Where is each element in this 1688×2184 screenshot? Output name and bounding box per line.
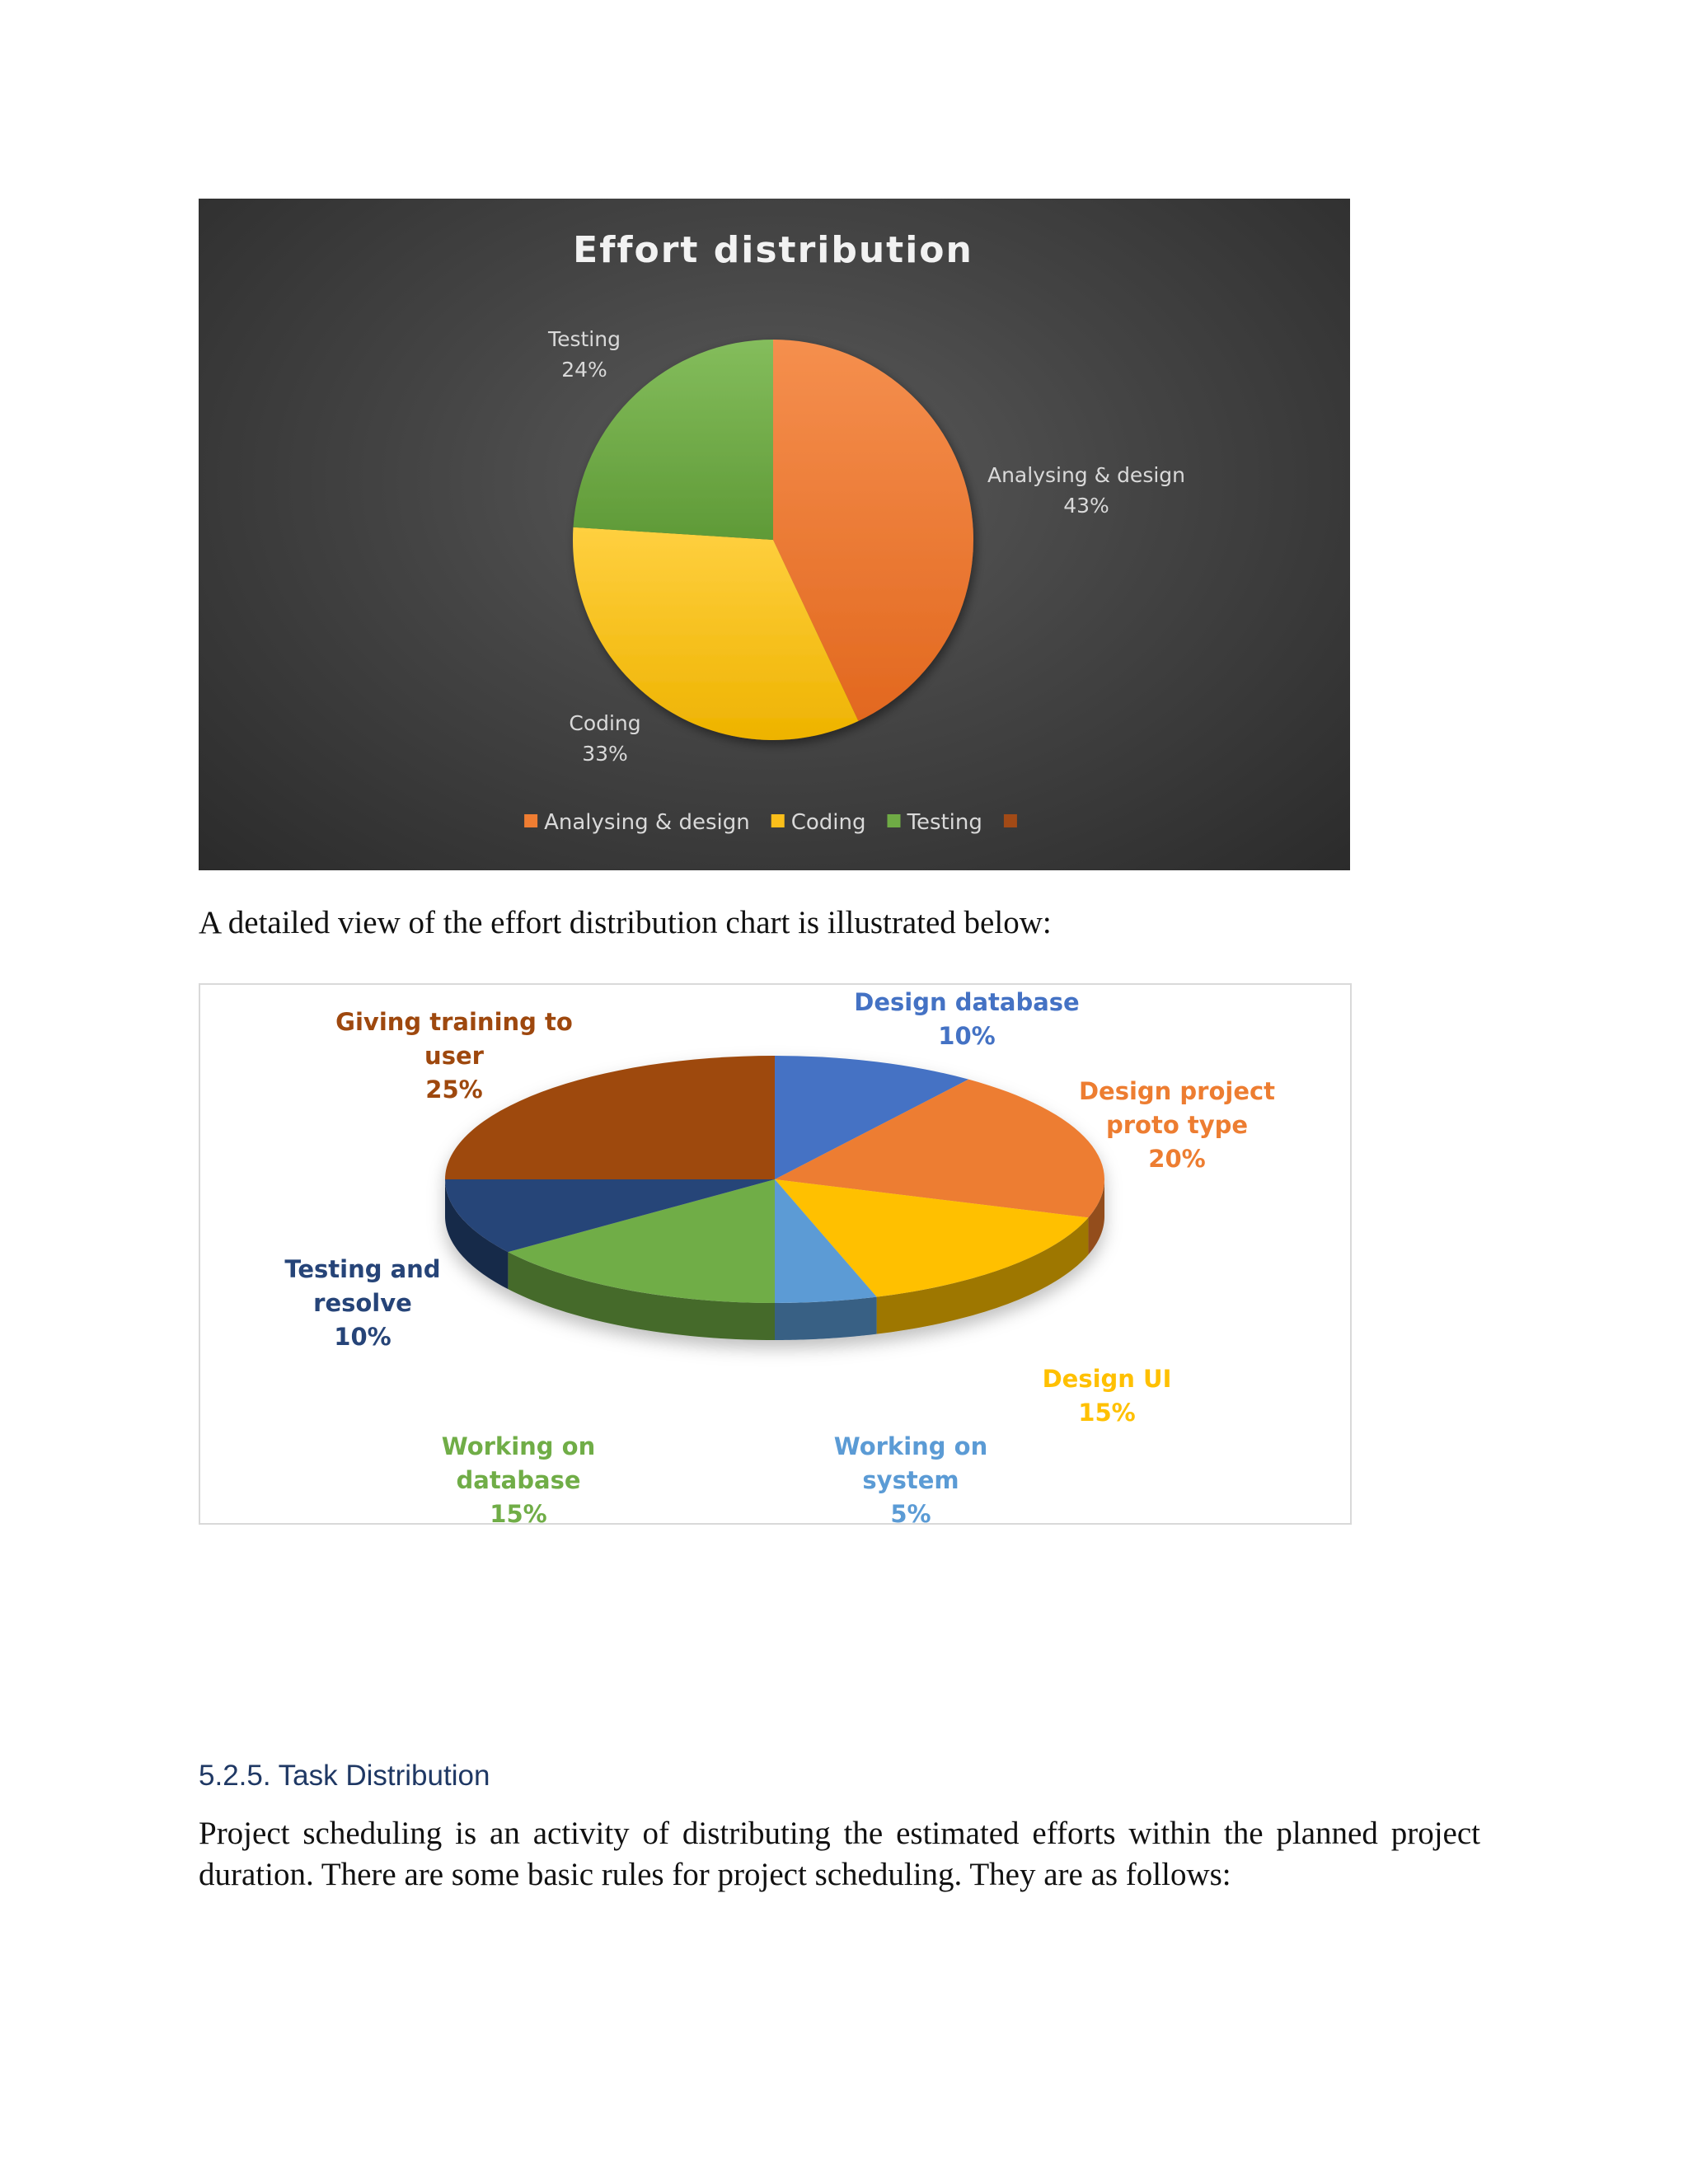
- detailed-effort-svg: [200, 985, 1350, 1523]
- detailed-effort-chart: [199, 983, 1352, 1525]
- legend-swatch: [771, 814, 785, 827]
- slice-label-design-database: 10%: [938, 1022, 996, 1050]
- slice-label-working-on-system: 5%: [890, 1500, 931, 1523]
- slice-label-testing-and-resolve: 10%: [334, 1323, 392, 1351]
- slice-label-analysing-design: Analysing & design: [987, 463, 1186, 487]
- legend-item-coding: Coding: [790, 810, 866, 835]
- slice-label-design-ui: Design UI: [1042, 1365, 1172, 1393]
- pie-side-working-on-system: [775, 1297, 877, 1340]
- pie-3d: [445, 1056, 1104, 1340]
- slice-label-working-on-database: database: [456, 1466, 581, 1494]
- slice-label-giving-training-to-user: Giving training to: [335, 1008, 573, 1036]
- legend-swatch: [1004, 814, 1017, 827]
- chart-title: Effort distribution: [573, 229, 973, 271]
- slice-label-coding: Coding: [569, 711, 641, 735]
- chart-legend: [524, 810, 1017, 835]
- slice-label-working-on-system: Working on: [833, 1432, 988, 1460]
- slice-label-design-project-proto-type: 20%: [1148, 1145, 1206, 1173]
- section-paragraph: Project scheduling is an activity of distributing the estimated efforts within the planned project duration. There are some basic rules for project scheduling. They are as follows:: [199, 1816, 1480, 1892]
- legend-item-analysing-design: Analysing & design: [544, 810, 750, 835]
- slice-label-giving-training-to-user: 25%: [425, 1076, 483, 1104]
- slice-value-testing: 24%: [561, 358, 607, 382]
- pie-slices: [573, 340, 973, 740]
- slice-value-coding: 33%: [582, 742, 628, 766]
- slice-label-giving-training-to-user: user: [424, 1042, 484, 1070]
- effort-distribution-chart: [199, 199, 1350, 870]
- slice-label-design-project-proto-type: Design project: [1078, 1077, 1276, 1105]
- slice-label-design-ui: 15%: [1078, 1399, 1136, 1427]
- legend-item-testing: Testing: [907, 810, 982, 835]
- slice-label-design-database: Design database: [854, 988, 1080, 1016]
- pie-slice-giving-training-to-user: [445, 1056, 775, 1179]
- slice-label-design-project-proto-type: proto type: [1105, 1111, 1249, 1139]
- slice-label-working-on-database: Working on: [441, 1432, 596, 1460]
- slice-label-testing-and-resolve: Testing and: [284, 1255, 441, 1283]
- section-heading: 5.2.5. Task Distribution: [199, 1760, 490, 1792]
- slice-label-working-on-database: 15%: [490, 1500, 547, 1523]
- legend-swatch: [524, 814, 537, 827]
- slice-label-testing: Testing: [548, 327, 621, 351]
- pie-top-faces: [445, 1056, 1104, 1303]
- chart-caption: A detailed view of the effort distribution chart is illustrated below:: [199, 905, 1052, 940]
- slice-value-analysing-design: 43%: [1063, 494, 1109, 518]
- legend-swatch: [887, 814, 900, 827]
- slice-label-working-on-system: system: [862, 1466, 959, 1494]
- effort-distribution-svg: [199, 199, 1350, 870]
- slice-label-testing-and-resolve: resolve: [313, 1289, 412, 1317]
